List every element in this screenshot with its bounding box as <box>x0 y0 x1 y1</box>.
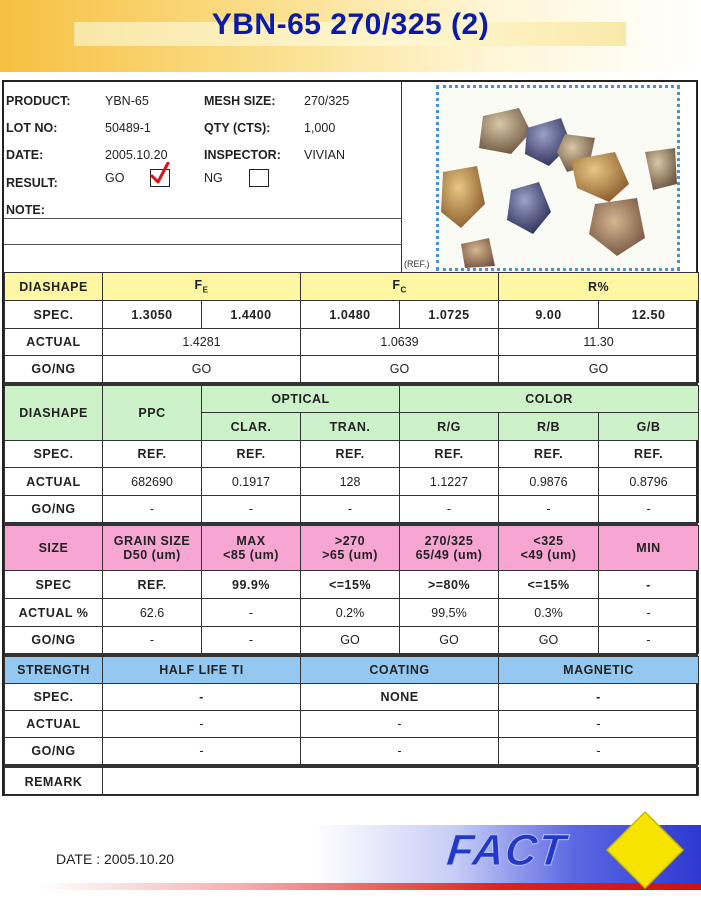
row-header-gong: GO/NG <box>5 627 103 654</box>
actual-cell: - <box>301 711 499 738</box>
col-header-over-270: >270 >65 (um) <box>301 526 400 571</box>
row-header-remark: REMARK <box>5 768 103 796</box>
remark-field[interactable] <box>103 768 699 796</box>
gong-cell: - <box>301 738 499 765</box>
row-header-diashape: DIASHAPE <box>5 386 103 441</box>
col-header-under-325: <325 <49 (um) <box>499 526 599 571</box>
col-header-rg: R/G <box>400 413 499 441</box>
inspector-label: INSPECTOR: <box>204 148 281 162</box>
gong-cell: GO <box>400 627 499 654</box>
checkmark-icon <box>150 162 170 186</box>
col-header-color: COLOR <box>400 386 699 413</box>
size-distribution-table <box>4 525 699 654</box>
actual-cell: 1.4281 <box>103 329 301 356</box>
actual-cell: - <box>599 599 699 627</box>
col-header-gb: G/B <box>599 413 699 441</box>
result-label: RESULT: <box>6 176 58 190</box>
spec-cell: 9.00 <box>499 301 599 329</box>
gong-cell: - <box>202 627 301 654</box>
info-block <box>4 82 402 272</box>
col-header-tran: TRAN. <box>301 413 400 441</box>
crystal-photo <box>436 85 680 271</box>
col-header-ppc: PPC <box>103 386 202 441</box>
spec-cell: - <box>103 684 301 711</box>
actual-cell: 1.0639 <box>301 329 499 356</box>
gong-cell: - <box>599 496 699 523</box>
row-header-spec: SPEC. <box>5 684 103 711</box>
row-header-gong: GO/NG <box>5 356 103 383</box>
spec-cell: 1.3050 <box>103 301 202 329</box>
gong-cell: - <box>103 627 202 654</box>
footer <box>0 800 701 904</box>
spec-cell: REF. <box>103 441 202 468</box>
spec-cell: 99.9% <box>202 571 301 599</box>
diashape-fe-fc-table <box>4 272 699 383</box>
col-header-half-life-ti: HALF LIFE TI <box>103 657 301 684</box>
actual-cell: 99.5% <box>400 599 499 627</box>
spec-cell: REF. <box>202 441 301 468</box>
gong-cell: GO <box>301 627 400 654</box>
date-value: 2005.10.20 <box>105 148 168 162</box>
spec-cell: <=15% <box>499 571 599 599</box>
spec-cell: <=15% <box>301 571 400 599</box>
row-header-diashape: DIASHAPE <box>5 273 103 301</box>
actual-cell: - <box>499 711 699 738</box>
gong-cell: - <box>202 496 301 523</box>
gong-cell: GO <box>301 356 499 383</box>
go-checkbox[interactable] <box>150 169 170 187</box>
ng-checkbox[interactable] <box>249 169 269 187</box>
row-header-spec: SPEC. <box>5 441 103 468</box>
sample-photo-panel <box>403 82 698 272</box>
fact-logo: FACT <box>444 826 569 875</box>
col-header-grain-size: GRAIN SIZE D50 (um) <box>103 526 202 571</box>
actual-cell: 0.3% <box>499 599 599 627</box>
col-header-rb: R/B <box>499 413 599 441</box>
footer-red-stripe <box>40 883 701 890</box>
spec-cell: REF. <box>400 441 499 468</box>
gong-cell: - <box>599 627 699 654</box>
col-header-r-percent: R% <box>499 273 699 301</box>
optical-color-table <box>4 385 699 523</box>
go-label: GO <box>105 171 125 185</box>
note-label: NOTE: <box>6 203 45 217</box>
gong-cell: - <box>301 496 400 523</box>
qty-value: 1,000 <box>304 121 336 135</box>
spec-cell: >=80% <box>400 571 499 599</box>
row-header-spec: SPEC. <box>5 301 103 329</box>
actual-cell: 11.30 <box>499 329 699 356</box>
row-header-strength: STRENGTH <box>5 657 103 684</box>
date-label: DATE: <box>6 148 44 162</box>
actual-cell: 0.1917 <box>202 468 301 496</box>
spec-cell: 1.4400 <box>202 301 301 329</box>
inspection-sheet <box>2 80 698 796</box>
col-header-magnetic: MAGNETIC <box>499 657 699 684</box>
col-header-270-325: 270/325 65/49 (um) <box>400 526 499 571</box>
col-header-clar: CLAR. <box>202 413 301 441</box>
row-header-actual: ACTUAL <box>5 329 103 356</box>
row-header-spec: SPEC <box>5 571 103 599</box>
actual-cell: - <box>103 711 301 738</box>
row-header-gong: GO/NG <box>5 738 103 765</box>
footer-date: DATE : 2005.10.20 <box>56 851 175 867</box>
row-header-actual: ACTUAL <box>5 468 103 496</box>
actual-cell: - <box>202 599 301 627</box>
col-header-fc: $F_C$ <box>301 273 499 301</box>
spec-cell: REF. <box>599 441 699 468</box>
actual-cell: 0.2% <box>301 599 400 627</box>
mesh-size-value: 270/325 <box>304 94 350 108</box>
inspector-value: VIVIAN <box>304 148 345 162</box>
col-header-max: MAX <85 (um) <box>202 526 301 571</box>
header-banner <box>0 0 701 72</box>
lot-no-label: LOT NO: <box>6 121 58 135</box>
spec-cell: REF. <box>103 571 202 599</box>
col-header-coating: COATING <box>301 657 499 684</box>
gong-cell: GO <box>499 627 599 654</box>
remark-table <box>4 767 699 796</box>
spec-cell: - <box>599 571 699 599</box>
actual-cell: 128 <box>301 468 400 496</box>
col-header-optical: OPTICAL <box>202 386 400 413</box>
col-header-min: MIN <box>599 526 699 571</box>
col-header-fe: $F_E$ <box>103 273 301 301</box>
row-header-size: SIZE <box>5 526 103 571</box>
gong-cell: - <box>499 496 599 523</box>
gong-cell: GO <box>499 356 699 383</box>
qty-label: QTY (CTS): <box>204 121 271 135</box>
spec-cell: REF. <box>301 441 400 468</box>
page-title: YBN-65 270/325 (2) <box>211 8 490 41</box>
note-line-2 <box>4 244 402 245</box>
lot-no-value: 50489-1 <box>105 121 151 135</box>
note-line-1 <box>4 218 402 219</box>
spec-cell: REF. <box>499 441 599 468</box>
gong-cell: - <box>103 496 202 523</box>
row-header-actual: ACTUAL <box>5 711 103 738</box>
row-header-gong: GO/NG <box>5 496 103 523</box>
gong-cell: GO <box>103 356 301 383</box>
product-value: YBN-65 <box>105 94 149 108</box>
actual-cell: 62.6 <box>103 599 202 627</box>
ng-label: NG <box>204 171 223 185</box>
gong-cell: - <box>103 738 301 765</box>
yellow-diamond-icon <box>605 810 685 890</box>
actual-cell: 682690 <box>103 468 202 496</box>
gong-cell: - <box>400 496 499 523</box>
mesh-size-label: MESH SIZE: <box>204 94 276 108</box>
actual-cell: 1.1227 <box>400 468 499 496</box>
actual-cell: 0.9876 <box>499 468 599 496</box>
diamond-grains-image <box>439 88 677 268</box>
gong-cell: - <box>499 738 699 765</box>
spec-cell: 1.0725 <box>400 301 499 329</box>
spec-cell: 12.50 <box>599 301 699 329</box>
photo-ref-label: (REF.) <box>404 259 430 269</box>
spec-cell: 1.0480 <box>301 301 400 329</box>
product-label: PRODUCT: <box>6 94 71 108</box>
spec-cell: NONE <box>301 684 499 711</box>
spec-cell: - <box>499 684 699 711</box>
strength-table <box>4 656 699 765</box>
actual-cell: 0.8796 <box>599 468 699 496</box>
row-header-actual: ACTUAL % <box>5 599 103 627</box>
